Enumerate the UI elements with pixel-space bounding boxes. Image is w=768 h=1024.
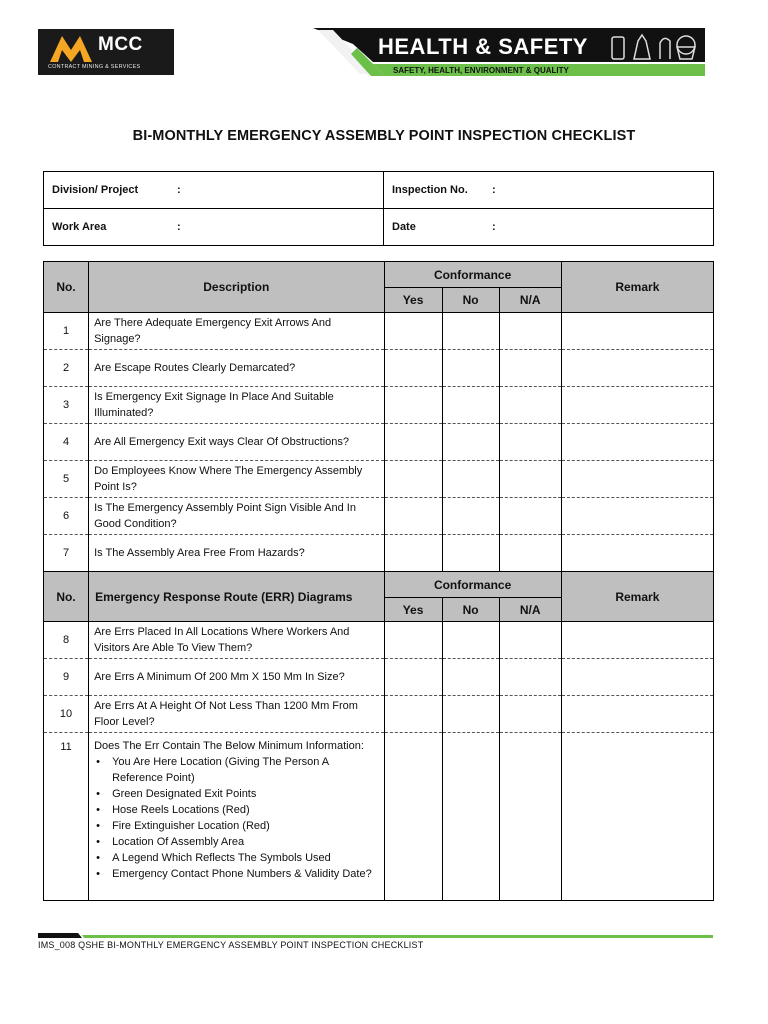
- table-row: [44, 424, 714, 461]
- date-cell[interactable]: [384, 209, 714, 246]
- table-row: [44, 733, 714, 901]
- conformance-header: Conformance: [384, 262, 561, 288]
- logo-subtitle: CONTRACT MINING & SERVICES: [48, 64, 141, 70]
- row-number: 9: [44, 659, 89, 696]
- no-cell[interactable]: [442, 461, 499, 498]
- footer-text: IMS_008 QSHE BI-MONTHLY EMERGENCY ASSEMBLY POINT INSPECTION CHECKLIST: [38, 940, 424, 950]
- row-number: 4: [44, 424, 89, 461]
- row-number: 7: [44, 535, 89, 572]
- no-cell[interactable]: [442, 350, 499, 387]
- no-cell[interactable]: [442, 498, 499, 535]
- date-value: :: [492, 221, 496, 233]
- row-description: Do Employees Know Where The Emergency Assembly Point Is?: [89, 461, 384, 498]
- yes-header-2: Yes: [384, 598, 442, 622]
- remark-cell[interactable]: [561, 313, 713, 350]
- work-area-label: Work Area: [52, 221, 107, 233]
- work-area-cell[interactable]: [44, 209, 384, 246]
- no-cell[interactable]: [442, 659, 499, 696]
- na-cell[interactable]: [499, 387, 561, 424]
- yes-cell[interactable]: [384, 350, 442, 387]
- table-row: [44, 387, 714, 424]
- yes-cell[interactable]: [384, 387, 442, 424]
- yes-cell[interactable]: [384, 424, 442, 461]
- table-row: [44, 696, 714, 733]
- remark-cell[interactable]: [561, 424, 713, 461]
- yes-header: Yes: [384, 288, 442, 313]
- row-number: 8: [44, 622, 89, 659]
- remark-cell[interactable]: [561, 350, 713, 387]
- na-cell[interactable]: [499, 424, 561, 461]
- na-cell[interactable]: [499, 622, 561, 659]
- row-description-text: Does The Err Contain The Below Minimum Information:: [94, 740, 364, 752]
- banner-subtitle: SAFETY, HEALTH, ENVIRONMENT & QUALITY: [393, 66, 569, 75]
- description-header: Description: [89, 262, 384, 313]
- row-number: 2: [44, 350, 89, 387]
- no-cell[interactable]: [442, 424, 499, 461]
- no-header: No.: [44, 262, 89, 313]
- no-cell[interactable]: [442, 733, 499, 901]
- remark-cell[interactable]: [561, 696, 713, 733]
- na-header-2: N/A: [499, 598, 561, 622]
- row-number: 10: [44, 696, 89, 733]
- err-diagrams-header: Emergency Response Route (ERR) Diagrams: [89, 572, 384, 622]
- na-cell[interactable]: [499, 313, 561, 350]
- row-description: Are Errs Placed In All Locations Where Workers And Visitors Are Able To View Them?: [89, 622, 384, 659]
- remark-cell[interactable]: [561, 461, 713, 498]
- yes-cell[interactable]: [384, 733, 442, 901]
- remark-cell[interactable]: [561, 498, 713, 535]
- list-item: • You Are Here Location (Giving The Person A Reference Point): [112, 754, 378, 786]
- na-cell[interactable]: [499, 733, 561, 901]
- logo-text: MCC: [98, 34, 143, 55]
- table-row: [44, 535, 714, 572]
- table-row: [44, 659, 714, 696]
- no-col-header: No: [442, 288, 499, 313]
- row-number: 1: [44, 313, 89, 350]
- row-number: 11: [44, 733, 89, 901]
- na-cell[interactable]: [499, 498, 561, 535]
- row-description: Is The Emergency Assembly Point Sign Visible And In Good Condition?: [89, 498, 384, 535]
- no-cell[interactable]: [442, 622, 499, 659]
- footer-divider: [38, 932, 713, 940]
- na-cell[interactable]: [499, 696, 561, 733]
- glove-icon: [634, 35, 650, 59]
- date-label: Date: [392, 221, 416, 233]
- table-row: [44, 313, 714, 350]
- no-col-header-2: No: [442, 598, 499, 622]
- na-cell[interactable]: [499, 659, 561, 696]
- remark-cell[interactable]: [561, 622, 713, 659]
- division-project-label: Division/ Project: [52, 184, 139, 196]
- row-description: Are There Adequate Emergency Exit Arrows And Signage?: [89, 313, 384, 350]
- conformance-header-2: Conformance: [384, 572, 561, 598]
- inspection-no-cell[interactable]: [384, 172, 714, 209]
- list-item: • Emergency Contact Phone Numbers & Validity Date?: [112, 866, 378, 882]
- company-logo: [38, 29, 174, 75]
- remark-cell[interactable]: [561, 733, 713, 901]
- yes-cell[interactable]: [384, 535, 442, 572]
- remark-cell[interactable]: [561, 387, 713, 424]
- na-cell[interactable]: [499, 535, 561, 572]
- remark-header: Remark: [561, 262, 713, 313]
- banner-title: HEALTH & SAFETY: [378, 34, 588, 59]
- row-description: [89, 733, 384, 901]
- division-project-cell[interactable]: [44, 172, 384, 209]
- boot-icon: [660, 38, 670, 59]
- remark-cell[interactable]: [561, 659, 713, 696]
- yes-cell[interactable]: [384, 622, 442, 659]
- row-description: Are All Emergency Exit ways Clear Of Obstructions?: [89, 424, 384, 461]
- mcc-logo-mark-icon: [48, 34, 94, 64]
- na-header: N/A: [499, 288, 561, 313]
- row-description: Are Errs A Minimum Of 200 Mm X 150 Mm In Size?: [89, 659, 384, 696]
- list-item: • Fire Extinguisher Location (Red): [112, 818, 378, 834]
- ppe-icons: [608, 31, 700, 63]
- list-item: • Green Designated Exit Points: [112, 786, 378, 802]
- list-item: • Hose Reels Locations (Red): [112, 802, 378, 818]
- checklist-table: [43, 261, 714, 901]
- helmet-icon: [677, 36, 695, 54]
- list-item: • A Legend Which Reflects The Symbols Used: [112, 850, 378, 866]
- row-number: 6: [44, 498, 89, 535]
- yes-cell[interactable]: [384, 696, 442, 733]
- document-title: BI-MONTHLY EMERGENCY ASSEMBLY POINT INSPECTION CHECKLIST: [132, 128, 636, 144]
- no-cell[interactable]: [442, 387, 499, 424]
- yes-cell[interactable]: [384, 498, 442, 535]
- row-number: 3: [44, 387, 89, 424]
- work-area-value: :: [177, 221, 181, 233]
- info-table: [43, 171, 714, 246]
- na-cell[interactable]: [499, 461, 561, 498]
- yes-cell[interactable]: [384, 659, 442, 696]
- table-row: [44, 498, 714, 535]
- remark-header-2: Remark: [561, 572, 713, 622]
- row-description: Is Emergency Exit Signage In Place And Suitable Illuminated?: [89, 387, 384, 424]
- yes-cell[interactable]: [384, 313, 442, 350]
- no-header-2: No.: [44, 572, 89, 622]
- no-cell[interactable]: [442, 535, 499, 572]
- table-row: [44, 350, 714, 387]
- row-description: Are Errs At A Height Of Not Less Than 1200 Mm From Floor Level?: [89, 696, 384, 733]
- inspection-no-value: :: [492, 184, 496, 196]
- row-number: 5: [44, 461, 89, 498]
- yes-cell[interactable]: [384, 461, 442, 498]
- division-project-value: :: [177, 184, 181, 196]
- row-description: Is The Assembly Area Free From Hazards?: [89, 535, 384, 572]
- bullet-list: [94, 754, 378, 882]
- inspection-no-label: Inspection No.: [392, 184, 468, 196]
- table-row: [44, 622, 714, 659]
- remark-cell[interactable]: [561, 535, 713, 572]
- table-row: [44, 461, 714, 498]
- list-item: • Location Of Assembly Area: [112, 834, 378, 850]
- na-cell[interactable]: [499, 350, 561, 387]
- safety-vest-icon: [612, 37, 624, 59]
- no-cell[interactable]: [442, 696, 499, 733]
- row-description: Are Escape Routes Clearly Demarcated?: [89, 350, 384, 387]
- no-cell[interactable]: [442, 313, 499, 350]
